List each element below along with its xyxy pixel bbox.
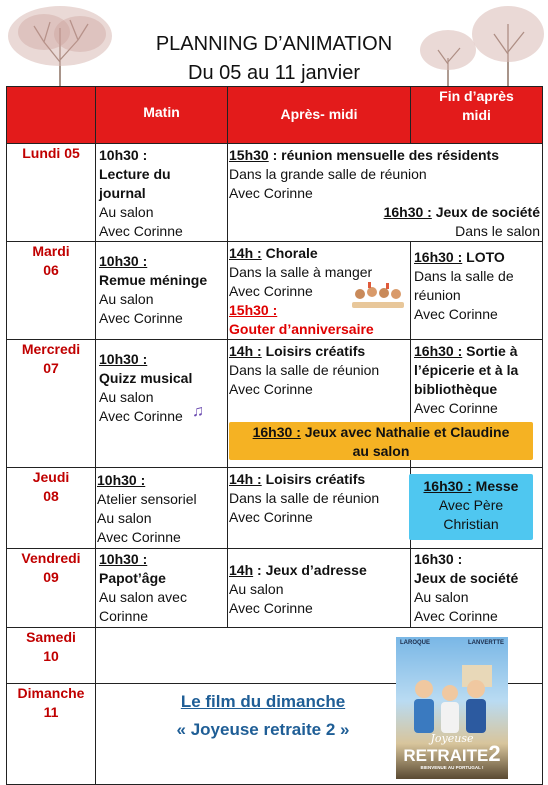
mardi-fin-time: 16h30 :	[414, 249, 463, 265]
mercredi-am-place: Dans la salle de réunion	[229, 362, 380, 378]
poster-actor-right: LANVERTTE	[468, 640, 504, 646]
day-dimanche	[7, 684, 96, 785]
day-vendredi	[7, 549, 96, 628]
mercredi-fin-with: Avec Corinne	[414, 400, 498, 416]
mardi-apres-midi	[228, 242, 411, 340]
poster-actor-left: LAROQUE	[400, 640, 430, 646]
vendredi-am-activity: : Jeux d’adresse	[253, 562, 367, 578]
day-mercredi-line2: 07	[43, 360, 59, 376]
day-samedi	[7, 628, 96, 684]
mercredi-special-banner	[229, 422, 533, 460]
day-mardi-line1: Mardi	[32, 243, 70, 259]
lundi-am-with: Avec Corinne	[229, 185, 313, 201]
jeudi-fin-activity: Messe	[471, 478, 519, 494]
jeudi-am-with: Avec Corinne	[229, 509, 313, 525]
mardi-fin	[411, 242, 543, 340]
mardi-am-with: Avec Corinne	[229, 283, 313, 299]
jeudi-messe-box	[409, 474, 533, 540]
header-row	[7, 87, 543, 144]
vendredi-am-place: Au salon	[229, 581, 284, 597]
lundi-apres-midi	[228, 144, 543, 242]
vendredi-fin-activity: Jeux de société	[414, 570, 519, 586]
jeudi-fin-with1: Avec Père	[438, 497, 504, 513]
mercredi-fin-activity1: Sortie à	[462, 343, 518, 359]
mardi-fin-place2: réunion	[414, 287, 461, 303]
page-title: PLANNING D’ANIMATION	[155, 33, 393, 55]
day-dimanche-line2: 11	[43, 704, 59, 720]
mercredi-fin-time: 16h30 :	[414, 343, 463, 359]
vendredi-fin	[411, 549, 543, 628]
vendredi-fin-place: Au salon	[414, 589, 469, 605]
mardi-matin-place: Au salon	[99, 291, 154, 307]
header-apres-midi: Après- midi	[228, 87, 411, 144]
lundi-matin-with: Avec Corinne	[99, 223, 183, 239]
mercredi-matin-time: 10h30 :	[99, 351, 148, 367]
day-mardi	[7, 242, 96, 340]
mardi-fin-activity: LOTO	[462, 249, 505, 265]
header-blank	[7, 87, 96, 144]
day-samedi-line1: Samedi	[26, 629, 76, 645]
row-lundi	[7, 144, 543, 242]
lundi-am-time: 15h30	[229, 147, 269, 163]
vendredi-matin-time: 10h30 :	[99, 551, 148, 567]
jeudi-matin-activity: Atelier sensoriel	[97, 491, 197, 507]
mardi-matin	[96, 242, 228, 340]
day-jeudi-line1: Jeudi	[32, 469, 70, 485]
day-jeudi-line2: 08	[43, 488, 59, 504]
row-mardi	[7, 242, 543, 340]
mercredi-fin-activity2: l’épicerie et à la	[414, 362, 519, 378]
mardi-am-activity: Chorale	[261, 245, 318, 261]
header-fin-line1: Fin d’après	[439, 88, 514, 104]
day-mercredi-line1: Mercredi	[21, 341, 81, 357]
poster-title-script: Joyeuse	[430, 732, 474, 745]
day-mardi-line2: 06	[43, 262, 59, 278]
jeudi-fin-time: 16h30 :	[423, 478, 472, 494]
lundi-fin-activity: Jeux de société	[431, 204, 540, 220]
day-lundi: Lundi 05	[7, 144, 96, 242]
mercredi-special-activity2: au salon	[352, 443, 410, 459]
lundi-matin-activity2: journal	[99, 185, 146, 201]
vendredi-matin-activity: Papot’âge	[99, 570, 166, 586]
jeudi-matin-with: Avec Corinne	[97, 529, 181, 545]
mercredi-am-time: 14h :	[229, 343, 262, 359]
mercredi-special-time: 16h30 :	[252, 424, 301, 440]
jeudi-fin-with2: Christian	[443, 516, 499, 532]
day-mercredi	[7, 340, 96, 468]
mardi-am-place: Dans la salle à manger	[229, 264, 373, 280]
day-vendredi-line1: Vendredi	[21, 550, 81, 566]
day-vendredi-line2: 09	[43, 569, 59, 585]
mercredi-fin-activity3: bibliothèque	[414, 381, 498, 397]
lundi-fin-place: Dans le salon	[455, 223, 540, 239]
mardi-am-time: 14h :	[229, 245, 262, 261]
mercredi-am-with: Avec Corinne	[229, 381, 313, 397]
movie-poster-image	[396, 637, 508, 779]
lundi-am-activity: : réunion mensuelle des résidents	[268, 147, 499, 163]
mercredi-matin-place: Au salon	[99, 389, 154, 405]
music-notes-icon: ♫	[192, 403, 204, 420]
mercredi-am-activity: Loisirs créatifs	[261, 343, 366, 359]
vendredi-matin-place: Au salon avec	[99, 589, 187, 605]
poster-title-number: 2	[488, 741, 501, 766]
day-samedi-line2: 10	[43, 648, 59, 664]
mardi-matin-time: 10h30 :	[99, 253, 148, 269]
lundi-am-place: Dans la grande salle de réunion	[229, 166, 427, 182]
poster-title-main: RETRAITE	[403, 746, 489, 765]
lundi-matin-place: Au salon	[99, 204, 154, 220]
film-announcement	[140, 688, 386, 744]
mercredi-matin-with: Avec Corinne	[99, 408, 183, 424]
header-fin-line2: midi	[462, 107, 491, 123]
film-heading: Le film du dimanche	[180, 692, 346, 711]
lundi-fin-time: 16h30 :	[383, 204, 432, 220]
lundi-matin	[96, 144, 228, 242]
mardi-matin-activity: Remue méninge	[99, 272, 208, 288]
mardi-am-time2: 15h30 :	[229, 302, 278, 318]
poster-people-icon	[400, 659, 504, 733]
lundi-matin-time: 10h30 :	[99, 147, 148, 163]
mercredi-matin-activity: Quizz musical	[99, 370, 193, 386]
vendredi-am-with: Avec Corinne	[229, 600, 313, 616]
vendredi-matin-with: Corinne	[99, 608, 149, 624]
jeudi-matin-time: 10h30 :	[97, 472, 146, 488]
mardi-matin-with: Avec Corinne	[99, 310, 183, 326]
vendredi-matin	[96, 549, 228, 628]
header-matin: Matin	[96, 87, 228, 144]
jeudi-am-place: Dans la salle de réunion	[229, 490, 380, 506]
mardi-fin-place1: Dans la salle de	[414, 268, 514, 284]
jeudi-matin-place: Au salon	[97, 510, 152, 526]
day-jeudi	[7, 468, 96, 549]
lundi-matin-activity1: Lecture du	[99, 166, 171, 182]
jeudi-apres-midi	[228, 468, 411, 549]
jeudi-am-time: 14h :	[229, 471, 262, 487]
vendredi-am-time: 14h	[229, 562, 254, 578]
jeudi-matin	[96, 468, 228, 549]
mercredi-matin	[96, 340, 228, 468]
birthday-party-icon	[350, 280, 406, 310]
header-fin-apres-midi	[411, 87, 543, 144]
mardi-am-activity2: Gouter d’anniversaire	[229, 321, 374, 337]
jeudi-am-activity: Loisirs créatifs	[261, 471, 366, 487]
vendredi-fin-time: 16h30 :	[414, 551, 463, 567]
vendredi-apres-midi	[228, 549, 411, 628]
poster-tagline: BIENVENUE AU PORTUGAL !	[420, 765, 484, 770]
page-subtitle-dates: Du 05 au 11 janvier	[188, 62, 360, 84]
film-title: « Joyeuse retraite 2 »	[176, 720, 350, 739]
mercredi-special-activity1: Jeux avec Nathalie et Claudine	[300, 424, 510, 440]
day-dimanche-line1: Dimanche	[17, 685, 85, 701]
mardi-fin-with: Avec Corinne	[414, 306, 498, 322]
vendredi-fin-with: Avec Corinne	[414, 608, 498, 624]
row-vendredi	[7, 549, 543, 628]
